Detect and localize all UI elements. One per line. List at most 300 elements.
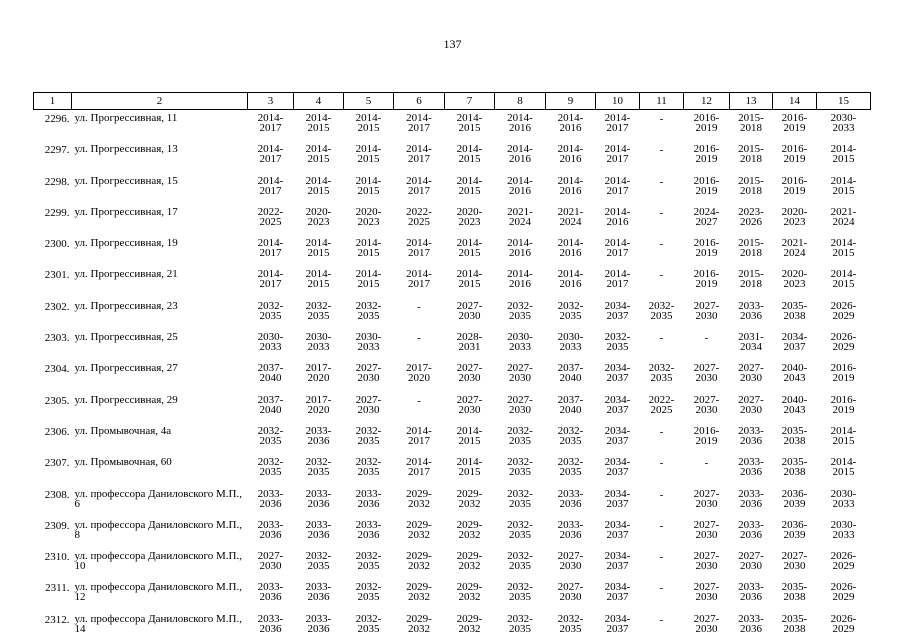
period-cell-col-9: [546, 392, 596, 423]
period-value: 2016- 2019: [773, 113, 817, 133]
header-cell-7: 7: [445, 93, 495, 110]
period-cell-col-8: [495, 204, 546, 235]
period-value: 2032- 2035: [344, 614, 394, 634]
period-value: 2032- 2035: [344, 457, 394, 477]
period-cell-col-5: [344, 360, 394, 391]
row-number: 2300.: [34, 235, 72, 266]
row-number: 2298.: [34, 173, 72, 204]
header-cell-10: 10: [596, 93, 640, 110]
period-value: 2021- 2024: [773, 238, 817, 258]
period-cell-col-3: [248, 579, 294, 610]
period-cell-col-10: [596, 579, 640, 610]
period-cell-col-6: [394, 360, 445, 391]
period-cell-col-4: [294, 548, 344, 579]
period-cell-col-9: [546, 329, 596, 360]
period-cell-col-9: [546, 579, 596, 610]
period-cell-col-15: [817, 266, 871, 297]
header-cell-11: 11: [640, 93, 684, 110]
row-number: 2301.: [34, 266, 72, 297]
period-cell-col-5: [344, 329, 394, 360]
period-cell-col-14: [773, 360, 817, 391]
period-cell-col-11: [640, 454, 684, 485]
period-cell-col-8: [495, 298, 546, 329]
period-value: -: [640, 238, 684, 249]
period-cell-col-14: [773, 110, 817, 142]
address-cell: ул. Прогрессивная, 19: [72, 235, 248, 266]
period-value: 2017- 2020: [394, 363, 445, 383]
period-value: 2016- 2019: [817, 363, 871, 383]
table-row: [34, 517, 871, 548]
period-value: 2033- 2036: [730, 520, 773, 540]
period-value: 2033- 2036: [730, 489, 773, 509]
period-value: 2033- 2036: [294, 582, 344, 602]
period-cell-col-4: [294, 360, 344, 391]
period-cell-col-7: [445, 517, 495, 548]
period-cell-col-15: [817, 204, 871, 235]
period-cell-col-3: [248, 266, 294, 297]
period-cell-col-14: [773, 392, 817, 423]
period-cell-col-10: [596, 110, 640, 142]
period-cell-col-6: [394, 235, 445, 266]
period-value: 2014- 2015: [817, 457, 871, 477]
period-value: 2014- 2015: [445, 269, 495, 289]
period-value: 2016- 2019: [684, 238, 730, 258]
period-value: -: [640, 269, 684, 280]
period-cell-col-9: [546, 141, 596, 172]
address-cell: ул. профессора Даниловского М.П., 12: [72, 579, 248, 610]
period-value: 2034- 2037: [596, 395, 640, 415]
period-cell-col-13: [730, 360, 773, 391]
period-cell-col-14: [773, 454, 817, 485]
period-value: 2032- 2035: [495, 457, 546, 477]
period-value: 2014- 2015: [294, 238, 344, 258]
period-cell-col-8: [495, 392, 546, 423]
table-row: [34, 454, 871, 485]
period-cell-col-11: [640, 611, 684, 642]
period-value: -: [640, 614, 684, 625]
period-cell-col-9: [546, 266, 596, 297]
period-value: 2014- 2017: [248, 176, 294, 196]
period-value: 2017- 2020: [294, 363, 344, 383]
period-cell-col-9: [546, 360, 596, 391]
period-cell-col-6: [394, 611, 445, 642]
period-cell-col-14: [773, 423, 817, 454]
period-value: 2027- 2030: [248, 551, 294, 571]
period-value: 2014- 2015: [294, 269, 344, 289]
table-row: [34, 173, 871, 204]
table-row: [34, 204, 871, 235]
row-number: 2296.: [34, 110, 72, 142]
period-cell-col-11: [640, 298, 684, 329]
period-cell-col-13: [730, 329, 773, 360]
address-cell: ул. Прогрессивная, 27: [72, 360, 248, 391]
period-value: 2027- 2030: [684, 301, 730, 321]
period-cell-col-8: [495, 360, 546, 391]
period-cell-col-10: [596, 298, 640, 329]
period-value: 2030- 2033: [495, 332, 546, 352]
period-cell-col-15: [817, 454, 871, 485]
period-cell-col-5: [344, 392, 394, 423]
period-cell-col-14: [773, 579, 817, 610]
period-value: -: [640, 551, 684, 562]
period-cell-col-10: [596, 611, 640, 642]
period-cell-col-15: [817, 548, 871, 579]
address-cell: ул. Прогрессивная, 13: [72, 141, 248, 172]
header-row: [34, 93, 871, 110]
period-cell-col-7: [445, 329, 495, 360]
period-value: 2034- 2037: [596, 489, 640, 509]
period-cell-col-5: [344, 486, 394, 517]
period-value: 2033- 2036: [248, 614, 294, 634]
row-number: 2308.: [34, 486, 72, 517]
period-value: 2014- 2016: [546, 176, 596, 196]
schedule-table: [33, 92, 871, 642]
period-value: 2027- 2030: [546, 551, 596, 571]
period-value: 2014- 2016: [495, 176, 546, 196]
period-value: 2016- 2019: [817, 395, 871, 415]
period-value: 2033- 2036: [248, 489, 294, 509]
period-value: 2034- 2037: [596, 426, 640, 446]
period-cell-col-8: [495, 141, 546, 172]
period-value: -: [640, 489, 684, 500]
period-value: 2032- 2035: [546, 301, 596, 321]
period-value: 2033- 2036: [248, 582, 294, 602]
period-value: 2014- 2017: [596, 176, 640, 196]
period-cell-col-4: [294, 141, 344, 172]
period-value: 2014- 2015: [294, 176, 344, 196]
period-value: 2021- 2024: [817, 207, 871, 227]
period-cell-col-10: [596, 141, 640, 172]
period-cell-col-3: [248, 360, 294, 391]
period-cell-col-7: [445, 110, 495, 142]
row-number: 2312.: [34, 611, 72, 642]
period-value: 2017- 2020: [294, 395, 344, 415]
period-value: 2014- 2015: [817, 176, 871, 196]
period-value: 2027- 2030: [773, 551, 817, 571]
period-value: 2034- 2037: [596, 551, 640, 571]
period-value: 2014- 2015: [344, 144, 394, 164]
table-row: [34, 392, 871, 423]
period-value: 2016- 2019: [773, 144, 817, 164]
row-number: 2305.: [34, 392, 72, 423]
period-value: 2034- 2037: [596, 363, 640, 383]
period-cell-col-4: [294, 517, 344, 548]
period-cell-col-12: [684, 548, 730, 579]
address-cell: ул. профессора Даниловского М.П., 14: [72, 611, 248, 642]
period-value: 2033- 2036: [248, 520, 294, 540]
period-cell-col-10: [596, 454, 640, 485]
period-value: 2016- 2019: [684, 144, 730, 164]
period-cell-col-7: [445, 423, 495, 454]
period-value: -: [394, 395, 445, 406]
period-cell-col-3: [248, 329, 294, 360]
period-cell-col-13: [730, 611, 773, 642]
row-number: 2310.: [34, 548, 72, 579]
period-value: 2021- 2024: [546, 207, 596, 227]
period-value: 2016- 2019: [684, 176, 730, 196]
period-cell-col-10: [596, 266, 640, 297]
header-cell-1: 1: [34, 93, 72, 110]
period-cell-col-5: [344, 454, 394, 485]
period-value: 2014- 2017: [394, 269, 445, 289]
table-row: [34, 110, 871, 142]
period-cell-col-5: [344, 173, 394, 204]
period-cell-col-12: [684, 360, 730, 391]
period-cell-col-13: [730, 266, 773, 297]
period-value: 2014- 2017: [394, 457, 445, 477]
period-value: 2032- 2035: [495, 551, 546, 571]
period-value: 2029- 2032: [445, 520, 495, 540]
period-value: -: [640, 520, 684, 531]
period-value: 2034- 2037: [596, 614, 640, 634]
period-cell-col-5: [344, 579, 394, 610]
period-cell-col-6: [394, 517, 445, 548]
period-cell-col-5: [344, 141, 394, 172]
period-value: 2029- 2032: [445, 551, 495, 571]
period-value: 2037- 2040: [546, 363, 596, 383]
period-cell-col-8: [495, 486, 546, 517]
period-cell-col-11: [640, 392, 684, 423]
period-cell-col-15: [817, 298, 871, 329]
period-cell-col-13: [730, 141, 773, 172]
period-value: 2033- 2036: [730, 614, 773, 634]
table-row: [34, 548, 871, 579]
period-value: 2014- 2015: [445, 426, 495, 446]
period-cell-col-6: [394, 454, 445, 485]
period-cell-col-7: [445, 548, 495, 579]
header-cell-9: 9: [546, 93, 596, 110]
period-cell-col-14: [773, 611, 817, 642]
period-value: 2016- 2019: [684, 269, 730, 289]
period-value: 2034- 2037: [596, 520, 640, 540]
period-cell-col-10: [596, 204, 640, 235]
period-value: 2032- 2035: [495, 301, 546, 321]
address-cell: ул. Прогрессивная, 21: [72, 266, 248, 297]
period-value: 2032- 2035: [495, 614, 546, 634]
period-cell-col-13: [730, 235, 773, 266]
period-cell-col-12: [684, 266, 730, 297]
period-cell-col-6: [394, 579, 445, 610]
period-value: 2020- 2023: [773, 207, 817, 227]
period-cell-col-9: [546, 173, 596, 204]
period-value: 2032- 2035: [640, 363, 684, 383]
period-value: 2032- 2035: [640, 301, 684, 321]
period-value: -: [394, 332, 445, 343]
period-cell-col-7: [445, 204, 495, 235]
period-value: 2033- 2036: [730, 582, 773, 602]
period-cell-col-6: [394, 173, 445, 204]
period-value: 2029- 2032: [394, 520, 445, 540]
table-row: [34, 611, 871, 642]
period-cell-col-15: [817, 173, 871, 204]
period-value: 2032- 2035: [344, 551, 394, 571]
period-value: 2027- 2030: [445, 395, 495, 415]
period-value: 2033- 2036: [546, 489, 596, 509]
period-cell-col-12: [684, 173, 730, 204]
period-cell-col-11: [640, 423, 684, 454]
period-value: 2035- 2038: [773, 457, 817, 477]
period-value: 2027- 2030: [684, 614, 730, 634]
period-cell-col-14: [773, 266, 817, 297]
address-cell: ул. Прогрессивная, 17: [72, 204, 248, 235]
period-cell-col-5: [344, 204, 394, 235]
period-value: -: [640, 332, 684, 343]
period-cell-col-7: [445, 579, 495, 610]
period-cell-col-7: [445, 235, 495, 266]
table-row: [34, 266, 871, 297]
period-cell-col-10: [596, 486, 640, 517]
period-value: -: [640, 457, 684, 468]
period-cell-col-3: [248, 204, 294, 235]
period-cell-col-3: [248, 141, 294, 172]
period-value: 2035- 2038: [773, 301, 817, 321]
period-value: 2027- 2030: [730, 363, 773, 383]
header-cell-15: 15: [817, 93, 871, 110]
period-value: 2022- 2025: [640, 395, 684, 415]
period-cell-col-15: [817, 235, 871, 266]
period-cell-col-3: [248, 392, 294, 423]
header-cell-12: 12: [684, 93, 730, 110]
period-cell-col-9: [546, 611, 596, 642]
period-cell-col-10: [596, 360, 640, 391]
period-value: 2014- 2017: [394, 238, 445, 258]
period-cell-col-7: [445, 173, 495, 204]
period-value: 2032- 2035: [248, 426, 294, 446]
period-value: 2026- 2029: [817, 614, 871, 634]
period-cell-col-11: [640, 266, 684, 297]
period-value: 2030- 2033: [248, 332, 294, 352]
period-value: 2031- 2034: [730, 332, 773, 352]
period-value: 2028- 2031: [445, 332, 495, 352]
period-cell-col-12: [684, 329, 730, 360]
period-value: -: [684, 332, 730, 343]
period-value: 2032- 2035: [294, 301, 344, 321]
period-value: 2029- 2032: [394, 489, 445, 509]
period-cell-col-7: [445, 611, 495, 642]
period-cell-col-8: [495, 173, 546, 204]
period-value: 2015- 2018: [730, 176, 773, 196]
period-cell-col-12: [684, 579, 730, 610]
period-cell-col-13: [730, 204, 773, 235]
period-cell-col-15: [817, 141, 871, 172]
period-cell-col-12: [684, 454, 730, 485]
period-value: 2032- 2035: [546, 426, 596, 446]
address-cell: ул. Промывочная, 4а: [72, 423, 248, 454]
period-cell-col-6: [394, 266, 445, 297]
period-cell-col-7: [445, 392, 495, 423]
period-value: 2032- 2035: [495, 489, 546, 509]
period-cell-col-14: [773, 141, 817, 172]
period-value: 2029- 2032: [445, 582, 495, 602]
period-value: 2033- 2036: [730, 301, 773, 321]
period-cell-col-3: [248, 173, 294, 204]
period-value: 2014- 2017: [394, 426, 445, 446]
period-cell-col-11: [640, 548, 684, 579]
table-body: [34, 110, 871, 642]
period-value: 2026- 2029: [817, 551, 871, 571]
period-value: 2033- 2036: [546, 520, 596, 540]
period-cell-col-8: [495, 454, 546, 485]
period-cell-col-3: [248, 110, 294, 142]
period-cell-col-12: [684, 392, 730, 423]
period-cell-col-12: [684, 110, 730, 142]
period-value: 2020- 2023: [294, 207, 344, 227]
period-cell-col-14: [773, 235, 817, 266]
period-value: 2015- 2018: [730, 238, 773, 258]
period-cell-col-4: [294, 173, 344, 204]
period-cell-col-8: [495, 266, 546, 297]
period-cell-col-8: [495, 548, 546, 579]
period-cell-col-4: [294, 266, 344, 297]
period-value: 2026- 2029: [817, 582, 871, 602]
period-value: 2033- 2036: [344, 489, 394, 509]
period-value: 2032- 2035: [294, 551, 344, 571]
period-value: 2040- 2043: [773, 395, 817, 415]
period-value: 2014- 2017: [248, 113, 294, 133]
period-cell-col-7: [445, 454, 495, 485]
period-cell-col-14: [773, 173, 817, 204]
period-cell-col-4: [294, 110, 344, 142]
table-row: [34, 486, 871, 517]
period-value: 2032- 2035: [546, 614, 596, 634]
period-cell-col-4: [294, 579, 344, 610]
period-cell-col-15: [817, 392, 871, 423]
period-value: 2014- 2017: [394, 144, 445, 164]
period-value: 2032- 2035: [248, 301, 294, 321]
period-cell-col-3: [248, 298, 294, 329]
period-cell-col-13: [730, 423, 773, 454]
period-cell-col-13: [730, 173, 773, 204]
period-cell-col-9: [546, 454, 596, 485]
table-row: [34, 329, 871, 360]
period-cell-col-4: [294, 298, 344, 329]
period-value: 2033- 2036: [294, 520, 344, 540]
period-cell-col-15: [817, 110, 871, 142]
period-value: 2027- 2030: [730, 551, 773, 571]
period-cell-col-13: [730, 579, 773, 610]
period-value: 2033- 2036: [294, 614, 344, 634]
period-cell-col-15: [817, 360, 871, 391]
period-value: 2026- 2029: [817, 332, 871, 352]
period-cell-col-11: [640, 360, 684, 391]
period-value: 2015- 2018: [730, 113, 773, 133]
address-cell: ул. Прогрессивная, 25: [72, 329, 248, 360]
period-value: 2034- 2037: [596, 301, 640, 321]
period-cell-col-9: [546, 486, 596, 517]
period-cell-col-9: [546, 548, 596, 579]
period-value: 2032- 2035: [596, 332, 640, 352]
table-row: [34, 235, 871, 266]
table-row: [34, 141, 871, 172]
period-cell-col-11: [640, 173, 684, 204]
period-value: -: [640, 113, 684, 124]
period-cell-col-9: [546, 110, 596, 142]
header-cell-14: 14: [773, 93, 817, 110]
table-row: [34, 423, 871, 454]
address-cell: ул. Прогрессивная, 11: [72, 110, 248, 142]
period-value: 2020- 2023: [773, 269, 817, 289]
period-value: 2026- 2029: [817, 301, 871, 321]
header-cell-13: 13: [730, 93, 773, 110]
period-cell-col-5: [344, 298, 394, 329]
period-value: 2014- 2017: [248, 269, 294, 289]
address-cell: ул. профессора Даниловского М.П., 10: [72, 548, 248, 579]
period-value: 2023- 2026: [730, 207, 773, 227]
period-value: 2014- 2017: [394, 176, 445, 196]
period-value: 2029- 2032: [394, 614, 445, 634]
period-value: 2035- 2038: [773, 582, 817, 602]
period-cell-col-9: [546, 517, 596, 548]
